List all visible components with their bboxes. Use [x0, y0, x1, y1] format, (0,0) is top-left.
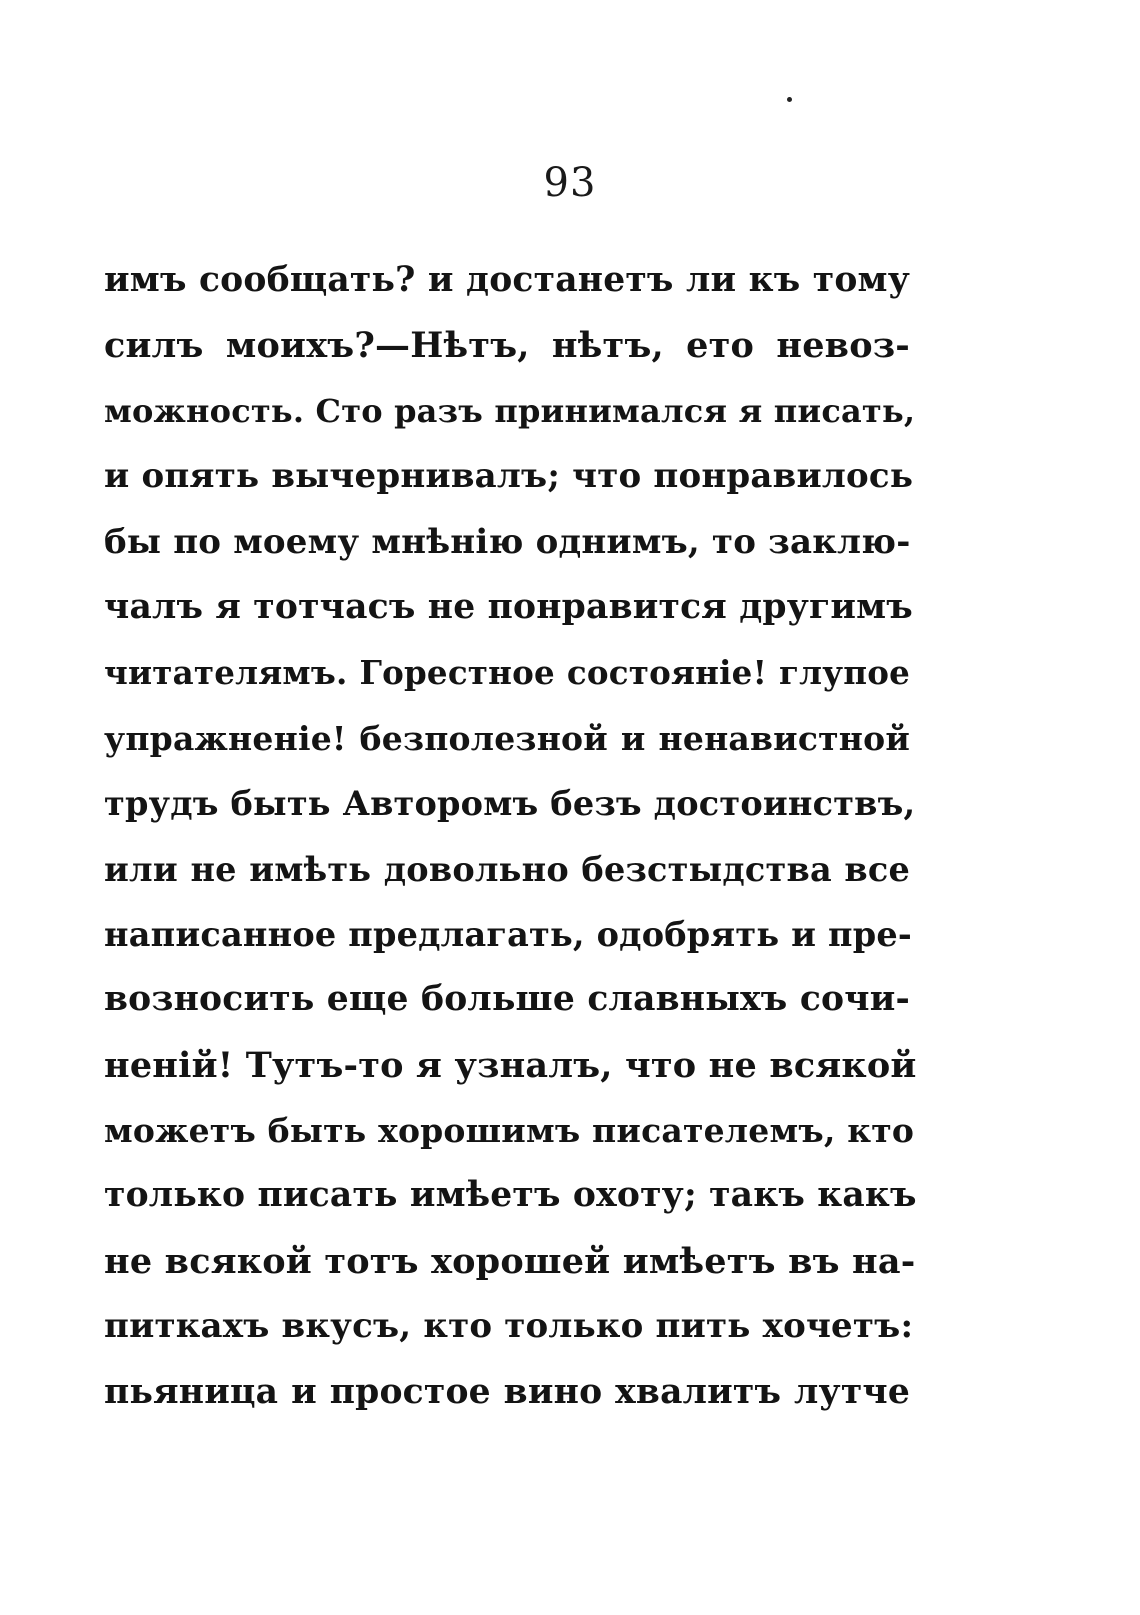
text-line: бы по моему мнѣнію однимъ, то заклю-	[104, 521, 911, 562]
body-text	[104, 248, 917, 1425]
text-line: силъ моихъ?—Нѣтъ, нѣтъ, ето невоз-	[104, 325, 910, 367]
page-number: 93	[543, 160, 597, 206]
text-line: возносить еще больше славныхъ сочи-	[104, 979, 910, 1020]
text-line: можетъ быть хорошимъ писателемъ, кто	[104, 1111, 915, 1151]
ink-speck	[787, 97, 792, 102]
text-line: пьяница и простое вино хвалитъ лутче	[104, 1371, 910, 1412]
text-line: неній! Тутъ-то я узналъ, что не всякой	[104, 1044, 917, 1086]
text-line: читателямъ. Горестное состояніе! глупое	[104, 653, 910, 693]
text-line: можность. Сто разъ принимался я писать,	[104, 391, 916, 430]
text-line: трудъ быть Авторомъ безъ достоинствъ,	[104, 784, 916, 824]
text-line: или не имѣть довольно безстыдства все	[104, 849, 910, 889]
text-line: и опять вычернивалъ; что понравилось	[104, 456, 914, 497]
text-line: только писать имѣетъ охоту; такъ какъ	[104, 1175, 917, 1216]
text-line: упражненіе! безполезной и ненавистной	[104, 718, 910, 758]
text-line: чалъ я тотчасъ не понравится другимъ	[104, 586, 913, 627]
text-line: питкахъ вкусъ, кто только пить хочетъ:	[104, 1306, 914, 1347]
text-line: не всякой тотъ хорошей имѣетъ въ на-	[104, 1240, 916, 1282]
text-line: имъ сообщать? и достанетъ ли къ тому	[104, 260, 910, 300]
text-line: написанное предлагать, одобрять и пре-	[104, 914, 912, 954]
